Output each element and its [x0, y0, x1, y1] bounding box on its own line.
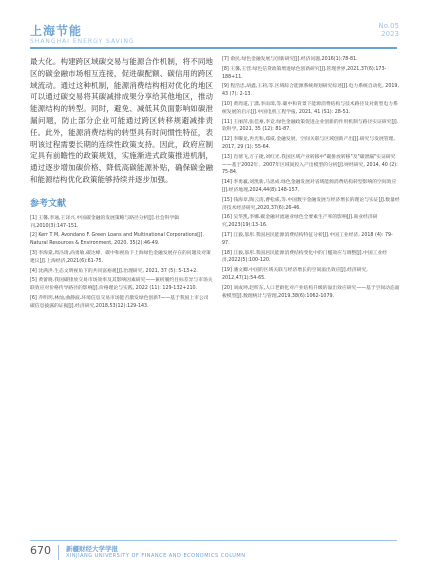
body-paragraph: 最大化。构建跨区域碳交易与能源合作机制，将不同地区的碳金融市场相互连接，促进碳配额、碳信用的跨区域流动。通过这种机制，能源消费结构相对优化的地区可以通过碳交易将其碳减排成果分享给其他地区，推动能源结构的转型。同时，避免、减低其负面影响如碳泄漏问题，防止部分企业可能通过跨区转移规避减排责任。此外，能源消费结构的转型具有时间惯性特征，表明该过程需要长期的连续性政策支持。因此，政府应制定具有前瞻性的政策规划，实施渐进式政策推进机制，通过逐步增加碳价格、降低高碳能源补贴，确保碳金融和能源结构优化政策能够持续并逐步加强。 — [30, 57, 213, 184]
reference-item: [14] 李勇赢,刘凯新,马思成.绿色金融发展对省域能源消费结构转型影响的空间效应[J].经济地理,2024,44(8):148-157. — [222, 180, 397, 193]
journal-section-subtitle: SHANGHAI ENERGY SAVING — [30, 38, 135, 45]
reference-item: [19] 潘文卿.中国的区域关联与经济增长的空间溢出效应[J].经济研究, 2012,47(1):54-65. — [222, 268, 368, 281]
reference-item: [6] 乔明玥,林灿,曲静波.环境信息交易市场能否激发绿色创新?——基于我国上市公司碳信息披露的证据[J].经济研究,2018,53(12):129-143. — [30, 295, 209, 309]
reference-item: [10] 黄周道,丁潇,李雨璋,等.碳中和背景下能源消费结构与技术路径及对新型电力系统发展的启示[J].中国电机工程学报, 2021, 41 (S1): 28-51. — [222, 101, 398, 115]
reference-list-left — [30, 215, 213, 311]
reference-item: [3] 李海棠,周冯琦,尚勇敏.碳达峰、碳中和视角下上海绿色金融发展存在的问题及对策建议[J].上海经济,2021(6):61-75. — [30, 250, 211, 264]
reference-item: [12] 李曜龙,冉光和,郑威.金融发展、空间关联与区域创新产出[J].研究与发展管理, 2017, 29 (1): 55-64. — [222, 137, 395, 150]
issue-number: No.05 — [378, 22, 399, 30]
reference-item: [2] Kerr T M, Avondano F. Green Loans and Multinational Corporations[J]. Natural Resources & Environment, 2020, 35(2):46-49. — [30, 233, 204, 247]
reference-item: [15] 钱海章,陶云清,曹松威,等.中国数字金融发展与经济增长的理论与实证[J].数量经济技术经济研究,2020,37(6):26-46. — [222, 197, 400, 211]
issue-year: 2023 — [381, 30, 399, 38]
reference-item: [1] 王馨,李通,王译兴.中国碳金融的发展策略与路径分析[J].社会科学辑刊,2010(3):147-151. — [30, 215, 180, 229]
header-divider — [30, 47, 397, 49]
reference-item: [20] 刘成坤,赵昕东,人口老龄化对产业结构升级的溢出效应研究——基于空间动态面板模型[J].数理统计与管理,2019,38(6):1062-1079. — [222, 285, 400, 299]
reference-item: [17] 江毅,邬彤.我国居民能源消费结构特征分析[J].中国工业经济, 2018 (4): 79-97. — [222, 232, 393, 246]
page-number: 670 — [30, 544, 51, 557]
references-heading: 参考文献 — [30, 198, 67, 209]
reference-item: [8] 王馨,王营.绿色信贷政策增进绿色创新研究[J].管理世界,2021,37(6):173-188+11. — [222, 66, 387, 80]
footer-divider — [30, 540, 397, 541]
reference-item: [5] 黄蕾晓.我国碳排放交易市场效率及其影响因素研究——兼析履约目标差异与市场关联效应对价格传导路径的影响[J].价格理论与实践, 2022 (11): 129-132+210. — [30, 278, 213, 292]
reference-item: [16] 吴华凯,李娜.碳金融对流通业绿色全要素生产率的影响[J].商业经济研究,2023(19):13-16. — [222, 215, 378, 229]
journal-section-title: 上海节能 — [30, 24, 83, 38]
reference-item: [13] 肖倩飞,万子捷,刘红光.我国区域产业转移中"碳排放转移"及"碳泄漏"实证研究——基于2002年、2007年区域间投入产出模型的分析[J].财经研究, 2014, 40 (2): 75-84. — [222, 154, 398, 176]
left-column — [30, 56, 213, 313]
reference-item: [11] 王丽萍,张佳豪,李竞.绿色金融政策促进企业创新的作用机制与路径实证研究[J].软科学, 2021, 35 (12): 81-87. — [222, 119, 399, 133]
reference-item: [4] 沈满洪.生态文明视角下的共同富裕观[J].治理研究, 2021, 37 (5): 5-13+2. — [30, 268, 198, 274]
right-column — [222, 56, 400, 302]
issue-info — [378, 22, 399, 38]
reference-item: [7] 俞民.绿色金融发展与创新研究[J].经济问题,2016(1):78-81. — [222, 57, 358, 62]
footer-journal-title: 新疆财经大学学报 — [66, 545, 118, 553]
reference-item: [18] 江毅,邬彤.我国居民能源消费结构变化中的门槛效应与调整[J].中国工业经济,2022(5):100-120. — [222, 250, 388, 264]
footer-separator — [58, 545, 59, 560]
reference-item: [9] 程浩忠,胡鑫,王莉,等.区域综合能源系统规划研究综述[J].电力系统自动化, 2019, 43 (7): 2-13. — [222, 84, 399, 98]
footer-journal-subtitle: XINJIANG UNIVERSITY OF FINANCE AND ECONOMICS COLUMN — [66, 553, 246, 559]
